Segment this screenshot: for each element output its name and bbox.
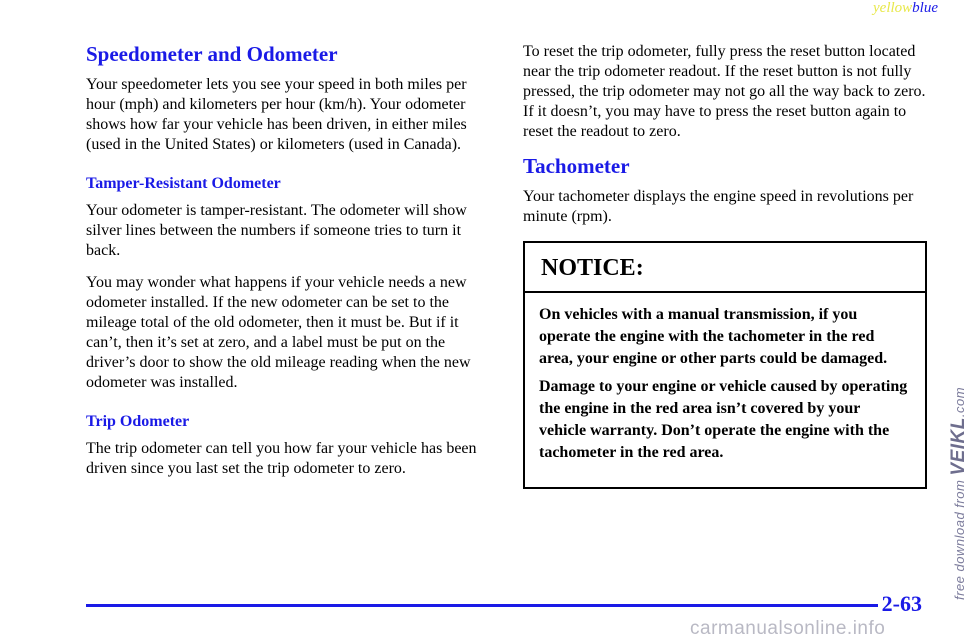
tamper-paragraph-2: You may wonder what happens if your vehicle needs a new odometer installed. If the new odometer can be set to the mileage total of the old odometer, then it must be. But if it can’t, then it’s set at zero, and a label must be put on the driver’s door to show the old mileage reading when the new odometer was installed.: [86, 274, 471, 391]
watermark-prefix: free download from: [952, 479, 967, 600]
trip-heading: Trip Odometer: [86, 413, 190, 430]
notice-title: NOTICE:: [525, 243, 925, 293]
color-tag-blue: blue: [912, 0, 938, 16]
notice-paragraph-1: On vehicles with a manual transmission, if you operate the engine with the tachometer in the red area, your engine or other parts could be damaged.: [539, 306, 888, 367]
notice-body: [525, 293, 925, 464]
speedometer-heading: Speedometer and Odometer: [86, 42, 338, 66]
footer-rule: [86, 604, 878, 607]
watermark-suffix: .com: [952, 386, 967, 418]
left-column: [86, 42, 486, 491]
side-watermark: [948, 387, 970, 600]
trip-paragraph: The trip odometer can tell you how far your vehicle has been driven since you last set the trip odometer to zero.: [86, 440, 477, 477]
tachometer-paragraph: Your tachometer displays the engine speed in revolutions per minute (rpm).: [523, 188, 914, 225]
page-number: 2-63: [881, 591, 922, 616]
notice-paragraph-2: Damage to your engine or vehicle caused by operating the engine in the red area isn’t covered by your vehicle warranty. Don’t operate the engine with the tachometer in the red area.: [539, 378, 908, 461]
bottom-watermark: carmanualsonline.info: [690, 618, 886, 639]
color-tag: [873, 0, 938, 17]
tamper-heading: Tamper-Resistant Odometer: [86, 175, 281, 192]
tachometer-heading: Tachometer: [523, 154, 630, 178]
tamper-paragraph-1: Your odometer is tamper-resistant. The odometer will show silver lines between the numbers if someone tries to turn it back.: [86, 202, 467, 259]
reset-paragraph: To reset the trip odometer, fully press the reset button located near the trip odometer readout. If the reset button is not fully pressed, the trip odometer may not go all the way back to zero. If it doesn’t, you may have to press the reset button again to reset the readout to zero.: [523, 43, 926, 140]
speedometer-intro: Your speedometer lets you see your speed in both miles per hour (mph) and kilometers per hour (km/h). Your odometer shows how far your vehicle has been driven, in either miles (used in the United States) or kilometers (used in Canada).: [86, 76, 467, 153]
notice-box: [523, 241, 927, 489]
watermark-brand: VEIKL: [948, 417, 969, 476]
right-column: [523, 42, 933, 239]
color-tag-yellow: yellow: [873, 0, 913, 16]
